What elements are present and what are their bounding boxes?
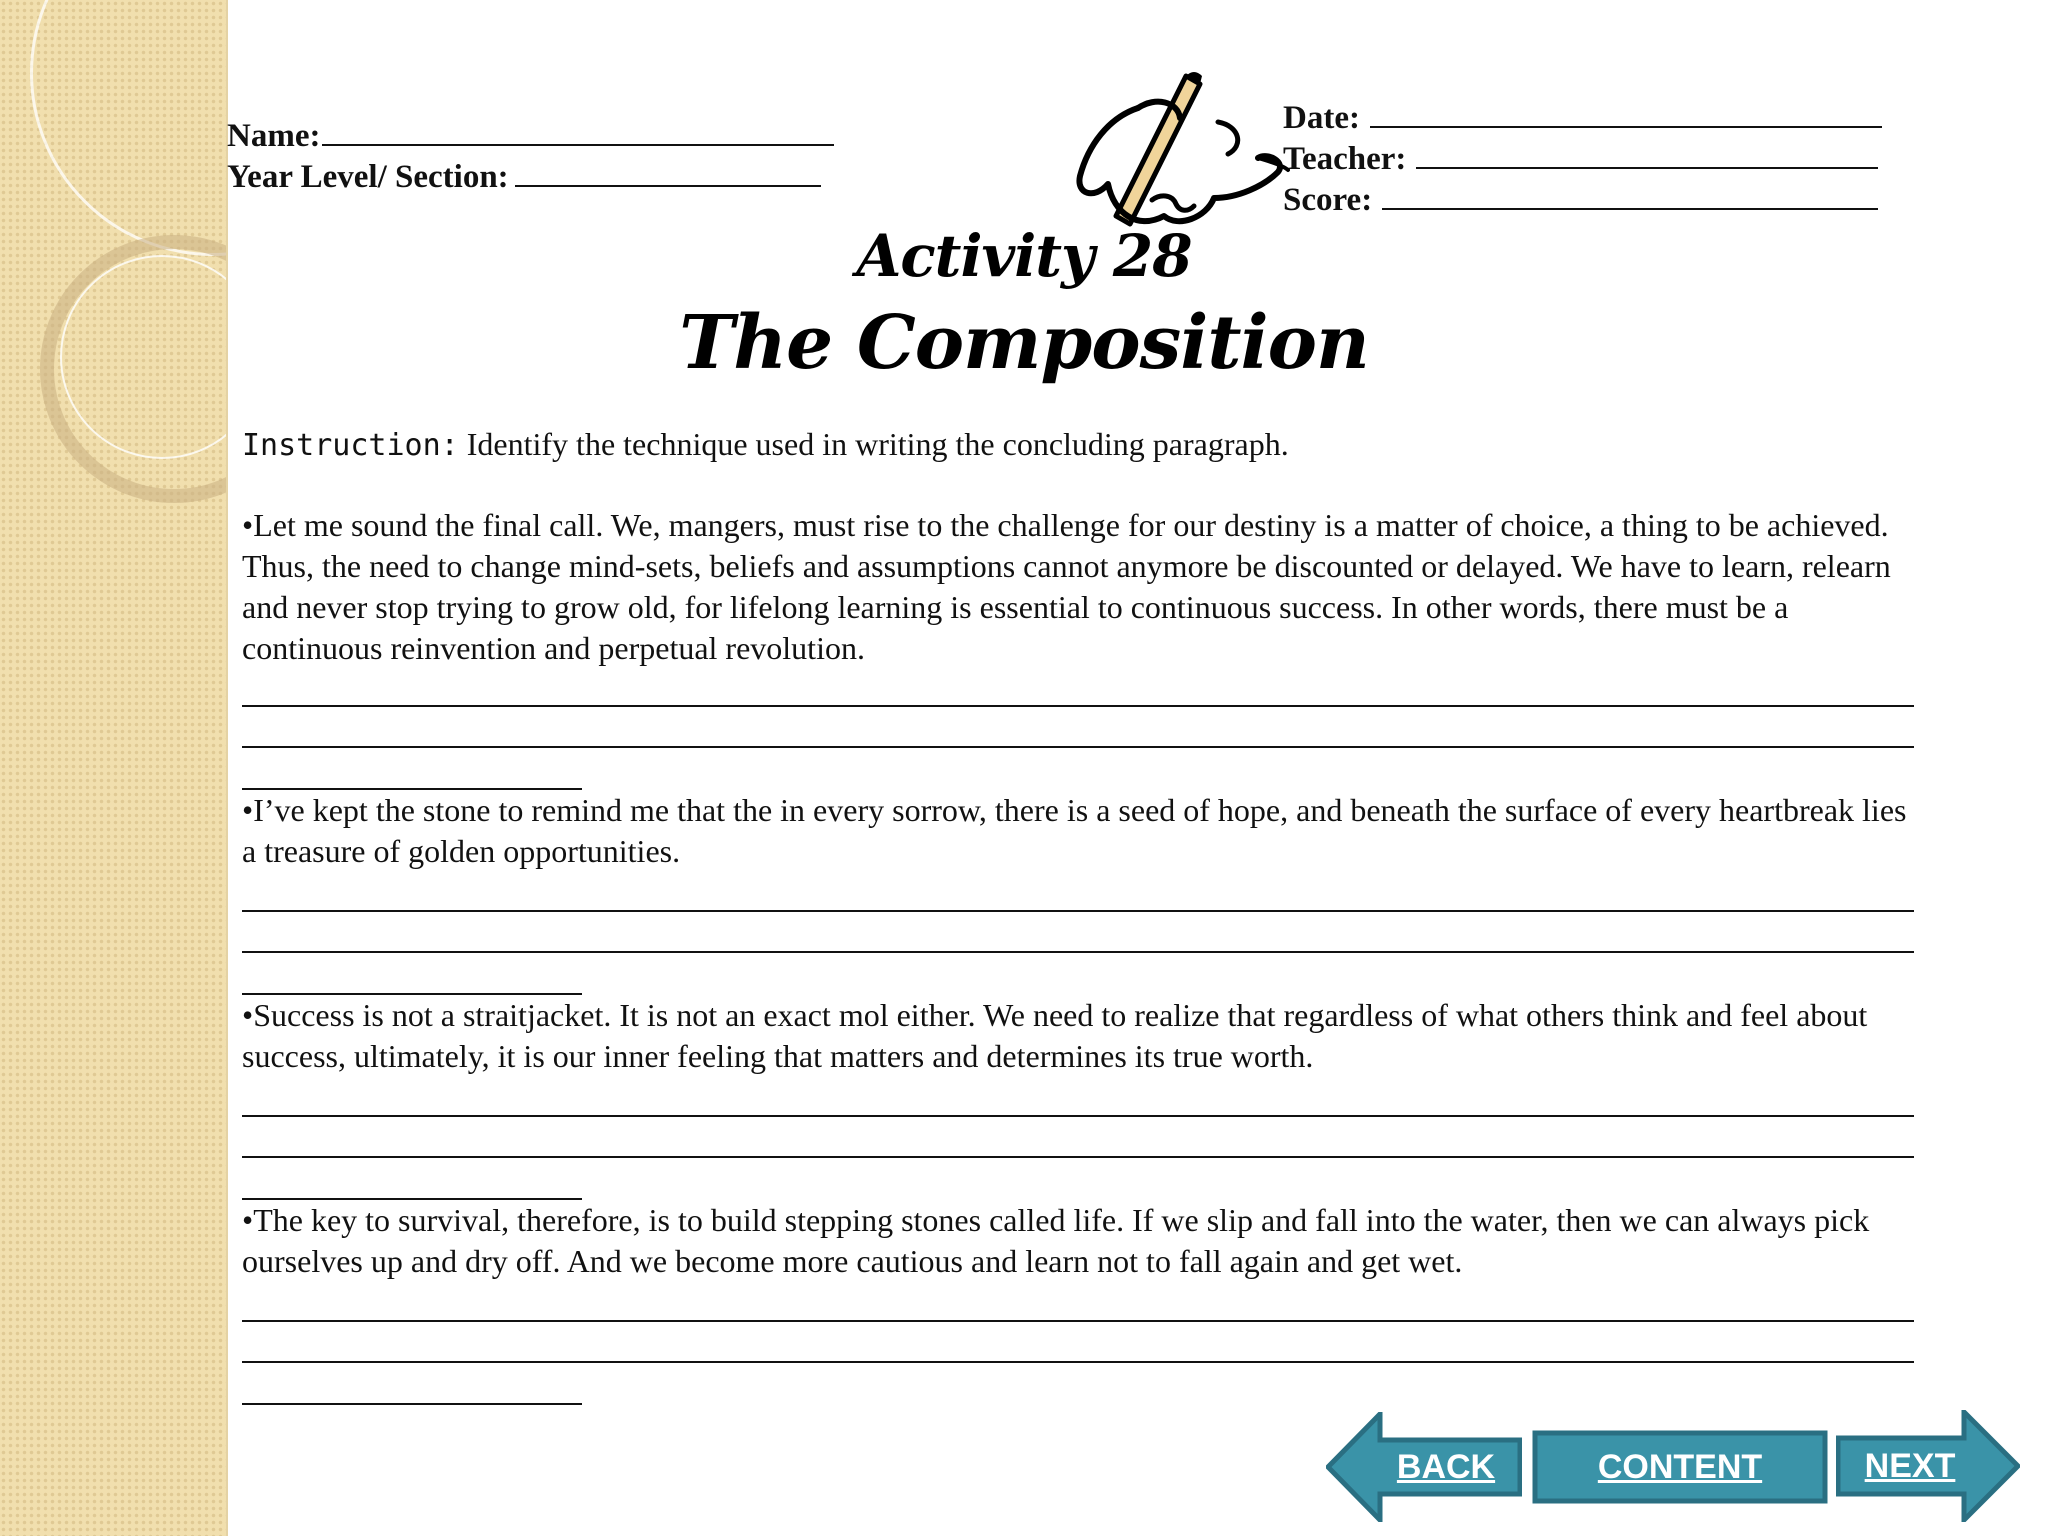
name-blank[interactable]	[322, 116, 834, 146]
instruction	[242, 426, 1289, 463]
answer-line[interactable]	[242, 1361, 1914, 1363]
back-label: BACK	[1396, 1447, 1496, 1486]
answer-line[interactable]	[242, 1320, 1914, 1322]
instruction-label: Instruction:	[242, 428, 459, 463]
teacher-field[interactable]	[1283, 139, 1878, 179]
activity-title: Activity 28	[856, 222, 1192, 290]
name-label: Name:	[227, 118, 321, 154]
paragraph-3: •Success is not a straitjacket. It is not an exact mol either. We need to realize that regardless of what others think and feel about success, ultimately, it is our inner feeling that matters and determines its true worth.	[242, 997, 1868, 1074]
teacher-blank[interactable]	[1416, 139, 1878, 169]
paragraph-4: •The key to survival, therefore, is to build stepping stones called life. If we slip and fall into the water, then we can always pick ourselves up and dry off. And we become more cautious and learn not to fall again and get wet.	[242, 1202, 1870, 1279]
answer-line[interactable]	[242, 1115, 1914, 1117]
date-field[interactable]	[1283, 98, 1882, 138]
name-field[interactable]	[227, 116, 834, 156]
writing-hand-icon	[1068, 66, 1290, 244]
year-level-blank[interactable]	[515, 157, 821, 187]
next-label: NEXT	[1864, 1446, 1956, 1485]
answer-line[interactable]	[242, 1156, 1914, 1158]
next-button[interactable]	[1836, 1410, 2020, 1522]
answer-line[interactable]	[242, 705, 1914, 707]
date-blank[interactable]	[1370, 98, 1882, 128]
paragraph-2: •I’ve kept the stone to remind me that the in every sorrow, there is a seed of hope, and beneath the surface of every heartbreak lies a treasure of golden opportunities.	[242, 792, 1907, 869]
paragraph-1: •Let me sound the final call. We, mangers, must rise to the challenge for our destiny is a matter of choice, a thing to be achieved. Thus, the need to change mind-sets, beliefs and assumptions cannot anymore be discounted or delayed. We have to learn, relearn and never stop trying to grow old, for lifelong learning is essential to continuous success. In other words, there must be a continuous reinvention and perpetual revolution.	[242, 507, 1891, 666]
composition-title: The Composition	[679, 300, 1369, 386]
back-button[interactable]	[1326, 1412, 1522, 1522]
year-level-field[interactable]	[227, 157, 821, 197]
instruction-text: Identify the technique used in writing the concluding paragraph.	[466, 426, 1289, 462]
teacher-label: Teacher:	[1283, 141, 1407, 177]
answer-line[interactable]	[242, 1403, 582, 1405]
content-button[interactable]	[1532, 1430, 1828, 1504]
answer-line[interactable]	[242, 910, 1914, 912]
answer-line[interactable]	[242, 951, 1914, 953]
year-level-label: Year Level/ Section:	[227, 159, 509, 195]
score-field[interactable]	[1283, 180, 1878, 220]
date-label: Date:	[1283, 100, 1360, 136]
score-label: Score:	[1283, 182, 1373, 218]
content-label: CONTENT	[1597, 1447, 1763, 1486]
decorative-ring	[30, 0, 228, 256]
answer-line[interactable]	[242, 746, 1914, 748]
score-blank[interactable]	[1382, 180, 1878, 210]
